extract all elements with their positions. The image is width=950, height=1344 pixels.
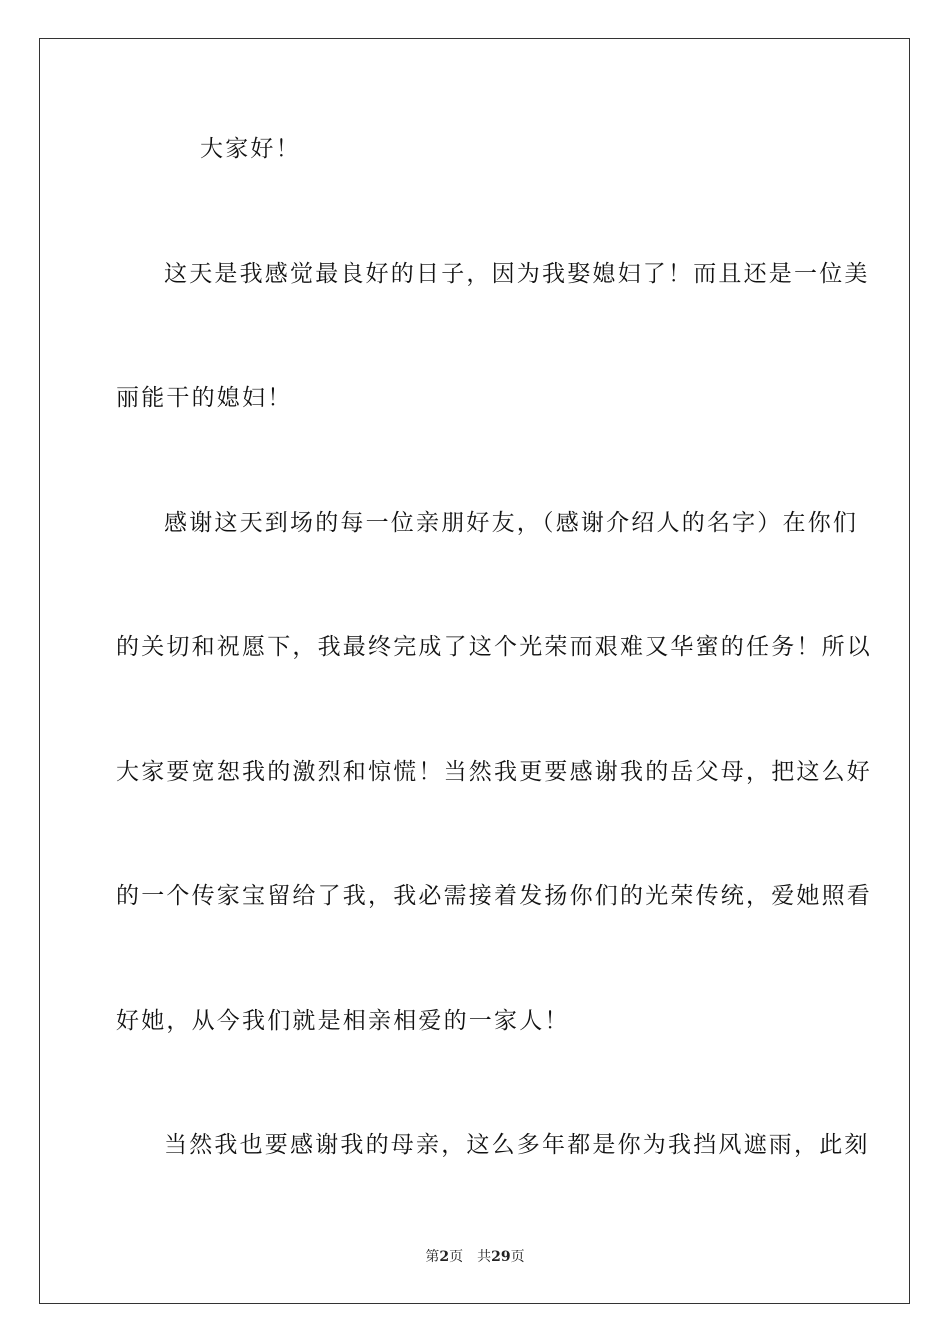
- paragraph-line: 这天是我感觉最良好的日子，因为我娶媳妇了！而且还是一位美: [164, 261, 870, 287]
- total-label-suffix: 页: [510, 1249, 525, 1265]
- page-label-suffix: 页: [449, 1249, 464, 1265]
- paragraph-line: 感谢这天到场的每一位亲朋好友，（感谢介绍人的名字）在你们: [164, 510, 859, 536]
- paragraph-line: 当然我也要感谢我的母亲，这么多年都是你为我挡风遮雨，此刻: [164, 1132, 870, 1158]
- total-pages: 29: [491, 1249, 511, 1265]
- greeting-line: 大家好！: [200, 136, 301, 162]
- paragraph-line: 的关切和祝愿下，我最终完成了这个光荣而艰难又华蜜的任务！所以: [116, 634, 872, 660]
- paragraph-line: 丽能干的媳妇！: [116, 385, 293, 411]
- page-number: 2: [439, 1249, 450, 1265]
- page-label-prefix: 第: [425, 1249, 440, 1265]
- total-label-prefix: 共: [477, 1249, 492, 1265]
- page-border: [39, 38, 910, 1304]
- page-footer: [0, 1248, 950, 1266]
- paragraph-line: 好她，从今我们就是相亲相爱的一家人！: [116, 1008, 570, 1034]
- paragraph-line: 大家要宽恕我的激烈和惊慌！当然我更要感谢我的岳父母，把这么好: [116, 759, 872, 785]
- paragraph-line: 的一个传家宝留给了我，我必需接着发扬你们的光荣传统，爱她照看: [116, 883, 872, 909]
